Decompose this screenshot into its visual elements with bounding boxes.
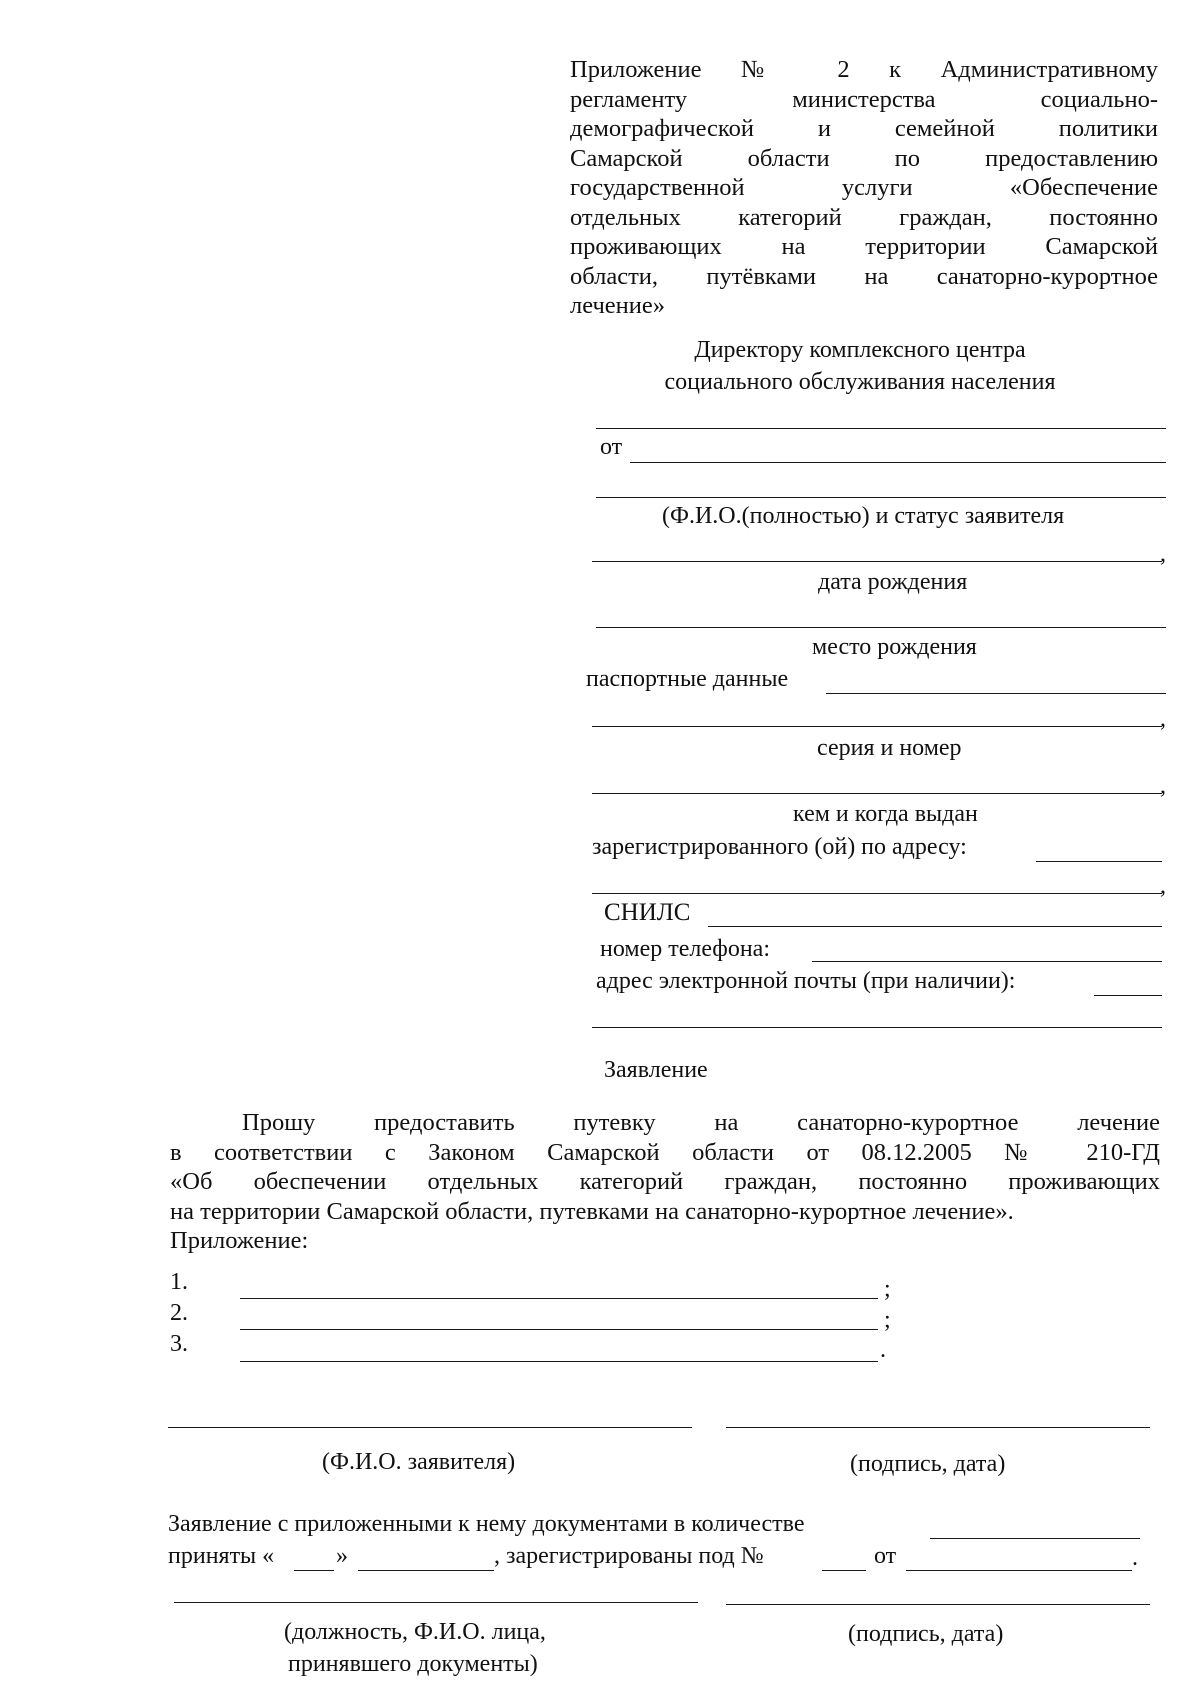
birth-place-blank-line[interactable] — [596, 627, 1166, 628]
from-label: от — [600, 434, 623, 460]
attachment-number: 1. — [170, 1269, 188, 1295]
appendix-line: области, путёвками на санаторно-курортное — [570, 262, 1158, 290]
appendix-line: демографической и семейной политики — [570, 115, 1158, 142]
attachment-blank-line[interactable] — [240, 1298, 878, 1299]
applicant-fio-caption: (Ф.И.О. заявителя) — [322, 1449, 516, 1475]
receipt-line-1: Заявление с приложенными к нему документами в количестве — [168, 1511, 805, 1537]
attachment-end: ; — [884, 1276, 891, 1302]
fio-caption: (Ф.И.О.(полностью) и статус заявителя — [662, 503, 1065, 529]
appendix-line: Самарской области по предоставлению — [570, 144, 1158, 172]
appendix-line: лечение» — [570, 292, 666, 319]
appendix-line: государственной услуги «Обеспечение — [570, 174, 1158, 201]
statement-title: Заявление — [604, 1057, 708, 1083]
comma: , — [1160, 541, 1166, 567]
phone-label: номер телефона: — [600, 936, 771, 962]
statement-line: в соответствии с Законом Самарской области от 08.12.2005 № 210-ГД — [170, 1138, 1160, 1166]
email-blank-line-1[interactable] — [1094, 995, 1162, 996]
comma: , — [1160, 873, 1166, 899]
accepted-month-line[interactable] — [358, 1570, 494, 1571]
attachment-blank-line[interactable] — [240, 1329, 878, 1330]
attachment-number: 3. — [170, 1331, 188, 1357]
address-blank-line-2[interactable] — [592, 893, 1162, 894]
attachment-blank-line[interactable] — [240, 1361, 878, 1362]
applicant-fio-line[interactable] — [168, 1427, 692, 1428]
attachments-label: Приложение: — [170, 1227, 309, 1254]
from-blank-line[interactable] — [630, 462, 1166, 463]
registered-label: , зарегистрированы под № — [494, 1543, 764, 1569]
addressee-line-1: Директору комплексного центра — [694, 337, 1026, 363]
snils-blank-line[interactable] — [708, 926, 1162, 927]
official-caption-2: принявшего документы) — [288, 1651, 538, 1677]
phone-blank-line[interactable] — [812, 961, 1162, 962]
statement-line: Прошу предоставить путевку на санаторно-курортное лечение — [242, 1109, 1160, 1136]
official-sign-caption: (подпись, дата) — [848, 1621, 1004, 1647]
accepted-day-line[interactable] — [294, 1570, 334, 1571]
registration-date-line[interactable] — [906, 1570, 1132, 1571]
attachment-number: 2. — [170, 1300, 188, 1326]
email-label: адрес электронной почты (при наличии): — [596, 968, 1016, 994]
official-caption-1: (должность, Ф.И.О. лица, — [284, 1619, 546, 1645]
series-caption: серия и номер — [817, 735, 962, 761]
issued-blank-line[interactable] — [592, 793, 1162, 794]
comma: , — [1160, 773, 1166, 799]
addressee-line-2: социального обслуживания населения — [664, 369, 1056, 395]
birth-date-blank-line[interactable] — [592, 561, 1162, 562]
series-blank-line[interactable] — [592, 726, 1162, 727]
official-fio-line[interactable] — [174, 1602, 698, 1603]
email-blank-line-2[interactable] — [592, 1027, 1162, 1028]
statement-line: на территории Самарской области, путевками на санаторно-курортное лечение». — [170, 1197, 1014, 1225]
applicant-sign-caption: (подпись, дата) — [850, 1451, 1006, 1477]
receipt-end: . — [1132, 1545, 1138, 1571]
fio-blank-line[interactable] — [596, 497, 1166, 498]
documents-count-line[interactable] — [930, 1538, 1140, 1539]
addressee-blank-line[interactable] — [596, 428, 1166, 429]
snils-label: СНИЛС — [604, 899, 691, 926]
attachment-end: . — [880, 1337, 886, 1363]
appendix-line: регламенту министерства социально- — [570, 85, 1158, 113]
appendix-line: проживающих на территории Самарской — [570, 233, 1158, 260]
comma: , — [1160, 706, 1166, 732]
from-date-label: от — [874, 1543, 897, 1569]
quote-close: » — [336, 1543, 348, 1569]
accepted-label: приняты « — [168, 1543, 275, 1569]
passport-label: паспортные данные — [586, 666, 789, 692]
issued-caption: кем и когда выдан — [793, 801, 978, 827]
applicant-sign-line[interactable] — [726, 1427, 1150, 1428]
birth-place-caption: место рождения — [812, 634, 977, 660]
registration-number-line[interactable] — [822, 1570, 866, 1571]
statement-line: «Об обеспечении отдельных категорий граждан, постоянно проживающих — [170, 1168, 1160, 1195]
address-label: зарегистрированного (ой) по адресу: — [592, 834, 967, 860]
attachment-end: ; — [884, 1307, 891, 1333]
statement-body — [170, 1108, 1160, 1256]
appendix-line: Приложение № 2 к Административному — [570, 56, 1158, 83]
address-blank-line-1[interactable] — [1036, 861, 1162, 862]
passport-blank-line[interactable] — [826, 693, 1166, 694]
birth-date-caption: дата рождения — [818, 569, 968, 595]
official-sign-line[interactable] — [726, 1604, 1150, 1605]
appendix-line: отдельных категорий граждан, постоянно — [570, 203, 1158, 231]
appendix-header — [570, 55, 1158, 321]
